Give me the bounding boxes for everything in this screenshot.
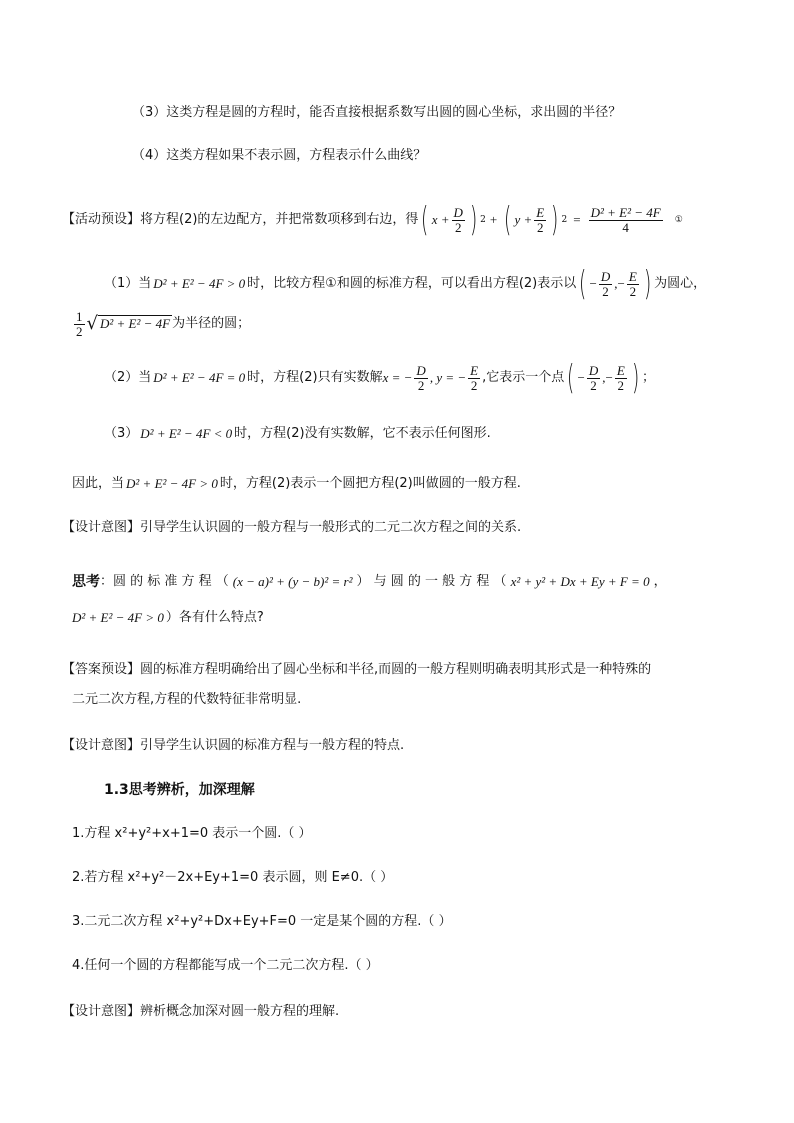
design-intent-2: 【设计意图】引导学生认识圆的标准方程与一般方程的特点. [62,738,405,753]
radius-half: $\frac{1}{2}$ [76,308,83,339]
question-4: （4）这类方程如果不表示圆，方程表示什么曲线？ [132,148,427,163]
judgement-item-1: 1.方程 x²+y²+x+1=0 表示一个圆.（ ） [72,826,312,841]
think-line: 思考 ：圆 的 标 准 方 程 （ (x − a)² + (y − b)² = r² ） 与 圆 的 一 般 方 程 （ x² + y² + Dx + Ey + F = 0 ， [72,574,667,590]
single-point: ( − $\frac{D}{2}$ ,− $\frac{E}{2}$ ) [567,358,640,398]
case-1-condition: D² + E² − 4F > 0 [153,276,246,291]
completed-square-y: ( y + $\frac{E}{2}$ ) 2 [504,200,568,240]
answer-preset-line-2: 二元二次方程,方程的代数特征非常明显. [72,692,302,707]
equation-mark: ① [674,215,683,225]
judgement-item-3: 3.二元二次方程 x²+y²+Dx+Ey+F=0 一定是某个圆的方程.（ ） [72,914,452,929]
design-intent-1: 【设计意图】引导学生认识圆的一般方程与一般形式的二元二次方程之间的关系. [62,520,522,535]
circle-center: ( − $\frac{D}{2}$ ,− $\frac{E}{2}$ ) [579,264,652,304]
question-3: （3）这类方程是圆的方程时，能否直接根据系数写出圆的圆心坐标，求出圆的半径？ [132,105,622,120]
case-3-line: （3） D² + E² − 4F < 0 时，方程(2)没有实数解，它不表示任何图形. [104,424,491,444]
activity-text: 将方程(2)的左边配方，并把常数项移到右边，得 [140,212,419,227]
think-label: 思考 [72,574,100,590]
completed-square-x: ( x + $\frac{D}{2}$ ) 2 [421,200,486,240]
judgement-item-2: 2.若方程 x²+y²－2x+Ey+1=0 表示圆，则 E≠0.（ ） [72,870,394,885]
case-1-radius-line: $\frac{1}{2}$ √ D² + E² − 4F 为半径的圆； [76,308,251,339]
think-condition: D² + E² − 4F > 0 [72,610,164,625]
design-intent-label: 【设计意图】 [62,520,141,535]
general-equation: x² + y² + Dx + Ey + F = 0 [510,574,650,589]
activity-label: 【活动预设】 [62,212,141,227]
case-3-condition: D² + E² − 4F < 0 [140,426,233,441]
radius-sqrt: √ D² + E² − 4F [86,313,171,334]
activity-preset-line: 【活动预设】 将方程(2)的左边配方，并把常数项移到右边，得 ( x + $\frac{D}{2}$ ) 2 + ( y + $\frac{E}{2}$ ) 2 = $\frac{\text{D² + E² − 4F}}{4}$ ① [62,200,683,240]
conclusion-line: 因此，当 D² + E² − 4F > 0 时，方程(2)表示一个圆把方程(2)叫做圆的一般方程. [72,474,521,494]
think-line-2: D² + E² − 4F > 0 ）各有什么特点? [72,608,264,628]
standard-equation: (x − a)² + (y − b)² = r² [232,574,353,589]
answer-preset-line-1: 【答案预设】圆的标准方程明确给出了圆心坐标和半径,而圆的一般方程则明确表明其形式是一种特殊的 [62,662,652,677]
design-intent-3: 【设计意图】辨析概念加深对圆一般方程的理解. [62,1004,340,1019]
judgement-item-4: 4.任何一个圆的方程都能写成一个二元二次方程.（ ） [72,958,379,973]
answer-preset-label: 【答案预设】 [62,662,141,677]
conclusion-condition: D² + E² − 4F > 0 [126,476,218,491]
rhs-fraction: $\frac{\text{D² + E² − 4F}}{4}$ [590,204,661,235]
case-2-condition: D² + E² − 4F = 0 [153,370,246,385]
section-title: 1.3思考辨析，加深理解 [104,782,255,798]
case-2-line: （2）当 D² + E² − 4F = 0 时，方程(2)只有实数解 x = − $\frac{D}{2}$ , y = − $\frac{E}{2}$ ,它表示一个点 ( − $\frac{D}{2}$ ,− $\frac{E}{2}$ ) ； [104,358,656,398]
case-1-line: （1）当 D² + E² − 4F > 0 时，比较方程①和圆的标准方程，可以看出方程(2)表示以 ( − $\frac{D}{2}$ ,− $\frac{E}{2}$ ) 为圆心， [104,264,707,304]
